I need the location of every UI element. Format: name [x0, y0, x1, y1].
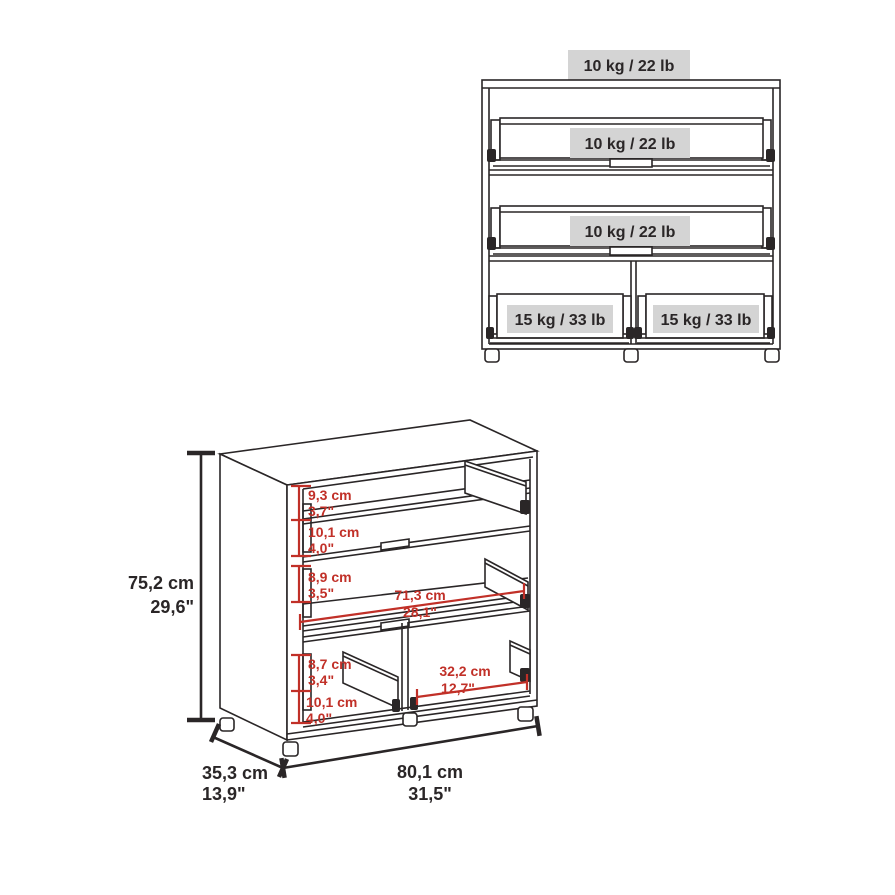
- dim-drawer1-gap-cm: 9,3 cm: [308, 487, 352, 503]
- drawer2-capacity-label: 10 kg / 22 lb: [584, 224, 676, 241]
- dim-depth-in: 13,9": [202, 784, 246, 804]
- bottom-left-slide-hardware-right: [626, 327, 634, 339]
- dim-drawer1-front-cm: 10,1 cm: [308, 524, 360, 540]
- bottom-right-capacity-label: 15 kg / 33 lb: [660, 312, 752, 329]
- front-view-bottom-right-drawer: [634, 294, 775, 343]
- front-view-bottom-left-drawer: [486, 294, 634, 343]
- drawer1-slide-hardware: [520, 500, 530, 514]
- drawer1-capacity-label: 10 kg / 22 lb: [584, 136, 676, 153]
- dim-width-in: 31,5": [408, 784, 452, 804]
- bottom-left-slide-hardware-left: [486, 327, 494, 339]
- bottom-right-slide-hardware-right: [767, 327, 775, 339]
- dim-height-cm: 75,2 cm: [127, 573, 194, 593]
- dim-width-cm: 80,1 cm: [396, 762, 464, 782]
- front-view-feet: [485, 349, 779, 362]
- bottom-right-slide-hardware-left: [634, 327, 642, 339]
- dim-depth-cm: 35,3 cm: [202, 763, 269, 783]
- drawer2-handle-notch: [610, 247, 652, 255]
- front-view-drawer-2: [487, 206, 775, 255]
- dim-bottom-interior-width-cm: 32,2 cm: [439, 663, 491, 679]
- dim-bottom-front-in: 4,0": [306, 710, 333, 726]
- cabinet-left-side: [220, 454, 287, 740]
- dim-interior-width-in: 28,1": [403, 604, 437, 620]
- drawer1-slide-hardware-left: [487, 149, 496, 162]
- dim-interior-width-cm: 71,3 cm: [394, 587, 446, 603]
- drawer2-slide-hardware-right: [766, 237, 775, 250]
- drawer2-slide-hardware-left: [487, 237, 496, 250]
- bottom-right-slide-hardware: [520, 668, 530, 682]
- top-capacity-label: 10 kg / 22 lb: [583, 58, 675, 75]
- dim-bottom-interior-width-in: 12,7": [441, 680, 475, 696]
- dim-drawer1-gap-in: 3,7": [308, 503, 335, 519]
- dimension-view-diagram: [128, 420, 540, 804]
- dim-drawer2-gap-in: 3,5": [308, 585, 335, 601]
- drawer1-slide-hardware-right: [766, 149, 775, 162]
- front-view-drawer-1: [487, 118, 775, 167]
- dim-drawer2-gap-cm: 8,9 cm: [308, 569, 352, 585]
- front-view-diagram: [482, 50, 780, 362]
- dim-height-in: 29,6": [150, 597, 194, 617]
- dim-bottom-gap-in: 3,4": [308, 672, 335, 688]
- dim-drawer1-front-in: 4,0": [308, 540, 335, 556]
- dim-bottom-front-cm: 10,1 cm: [306, 694, 358, 710]
- drawer1-handle-notch: [610, 159, 652, 167]
- dim-bottom-gap-cm: 8,7 cm: [308, 656, 352, 672]
- bottom-left-capacity-label: 15 kg / 33 lb: [514, 312, 606, 329]
